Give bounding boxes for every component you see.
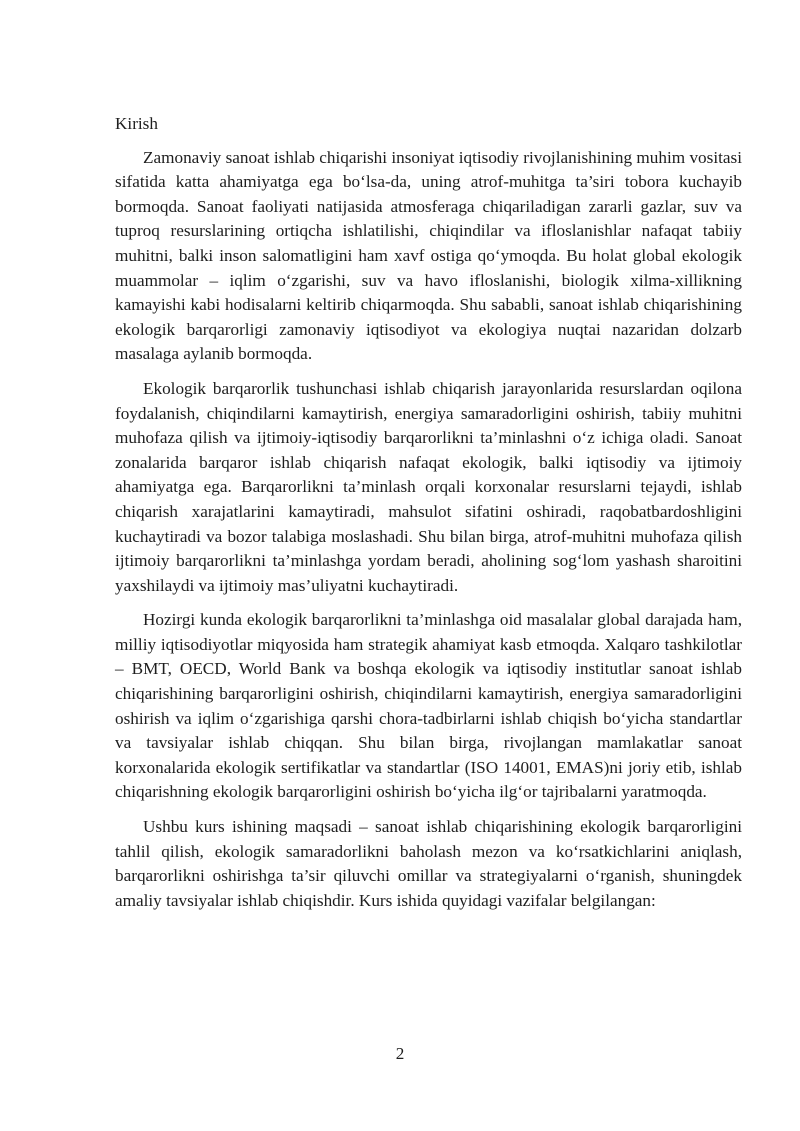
paragraph-4: Ushbu kurs ishining maqsadi – sanoat ishlab chiqarishining ekologik barqarorligini tahlil qilish, ekologik samaradorlikni baholash mezon va ko‘rsatkichlarini aniqlash, barqarorlikni oshirishga ta’sir qiluvchi omillar va strategiyalarni o‘rganish, shuningdek amaliy tavsiyalar ishlab chiqishdir. Kurs ishida quyidagi vazifalar belgilangan: — [115, 817, 742, 910]
document-body — [115, 112, 742, 923]
paragraph-3: Hozirgi kunda ekologik barqarorlikni ta’minlashga oid masalalar global darajada ham, milliy iqtisodiyotlar miqyosida ham strategik ahamiyat kasb etmoqda. Xalqaro tashkilotlar – BMT, OECD, World Bank va boshqa ekologik va iqtisodiy institutlar sanoat ishlab chiqarishining barqarorligini oshirish, chiqindilarni kamaytirish, energiya samaradorligini oshirish va iqlim o‘zgarishiga qarshi chora-tadbirlarni ishlab chiqish bo‘yicha standartlar va tavsiyalar ishlab chiqqan. Shu bilan birga, rivojlangan mamlakatlar sanoat korxonalarida ekologik sertifikatlar va standartlar (ISO 14001, EMAS)ni joriy etib, ishlab chiqarishning ekologik barqarorligini oshirish bo‘yicha ilg‘or tajribalarni yaratmoqda. — [115, 610, 742, 802]
paragraph-1: Zamonaviy sanoat ishlab chiqarishi insoniyat iqtisodiy rivojlanishining muhim vositasi sifatida katta ahamiyatga ega bo‘lsa-da, uning atrof-muhitga ta’siri tobora kuchayib bormoqda. Sanoat faoliyati natijasida atmosferaga chiqariladigan zararli gazlar, suv va tuproq resurslarining ortiqcha ishlatilishi, chiqindilar va ifloslanishlar nafaqat tabiiy muhitni, balki inson salomatligini ham xavf ostiga qo‘ymoqda. Bu holat global ekologik muammolar – iqlim o‘zgarishi, suv va havo ifloslanishi, biologik xilma-xillikning kamayishi kabi hodisalarni keltirib chiqarmoqda. Shu sababli, sanoat ishlab chiqarishining ekologik barqarorligi zamonaviy iqtisodiyot va ekologiya nuqtai nazaridan dolzarb masalaga aylanib bormoqda. — [115, 147, 742, 364]
page-number: 2 — [395, 1044, 405, 1063]
paragraph-2: Ekologik barqarorlik tushunchasi ishlab chiqarish jarayonlarida resurslardan oqilona foydalanish, chiqindilarni kamaytirish, energiya samaradorligini oshirish, tabiiy muhitni muhofaza qilish va ijtimoiy-iqtisodiy barqarorlikni ta’minlashni o‘z ichiga oladi. Sanoat zonalarida barqaror ishlab chiqarish nafaqat ekologik, balki iqtisodiy va ijtimoiy ahamiyatga ega. Barqarorlikni ta’minlash orqali korxonalar resurslarni tejaydi, ishlab chiqarish xarajatlarini kamaytiradi, mahsulot sifatini oshiradi, raqobatbardoshligini kuchaytiradi va bozor talabiga moslashadi. Shu bilan birga, atrof-muhitni muhofaza qilish ijtimoiy barqarorlikni ta’minlashga yordam beradi, aholining sog‘lom yashash sharoitini yaxshilaydi va ijtimoiy mas’uliyatni kuchaytiradi. — [115, 378, 742, 595]
section-heading: Kirish — [115, 114, 158, 133]
